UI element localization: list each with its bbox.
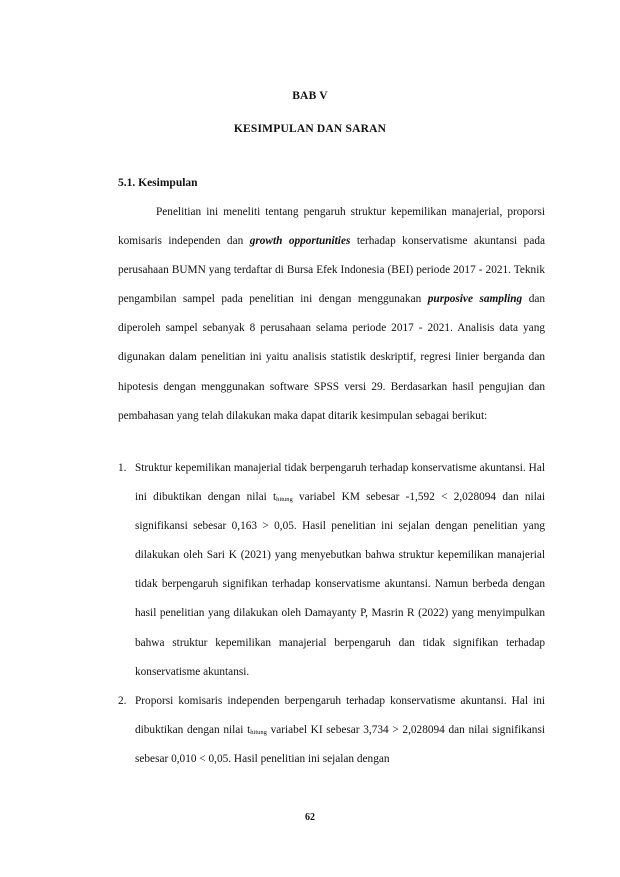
section-heading: 5.1. Kesimpulan — [118, 177, 198, 189]
list-text-b: variabel KI sebesar 3,734 > 2,028094 dan nilai signifikansi sebesar 0,010 < 0,05. Hasil penelitian ini sejalan dengan — [135, 723, 545, 765]
list-text-b: variabel KM sebesar -1,592 < 2,028094 dan nilai signifikansi sebesar 0,163 > 0,05. Hasil penelitian ini sejalan dengan penelitian yang dilakukan oleh Sari K (2021) yang menyebutkan bahwa struktur kepemilikan manajerial tidak berpengaruh signifikan terhadap konservatisme akuntansi. Namun berbeda dengan hasil penelitian yang dilakukan oleh Damayanty P, Masrin R (2022) yang menyimpulkan bahwa struktur kepemilikan manajerial berpengaruh dan tidak signifikan terhadap konservatisme akuntansi. — [135, 491, 545, 678]
list-item — [118, 687, 545, 774]
paragraph-text-2: terhadap konservatisme akuntansi pada perusahaan BUMN yang terdaftar di Bursa Efek Indonesia (BEI) periode 2017 - 2021. Teknik pengambilan sampel pada penelitian ini dengan menggunakan — [118, 235, 545, 306]
list-text-a: Proporsi komisaris independen berpengaruh terhadap konservatisme akuntansi. Hal ini dibuktikan dengan nilai t — [135, 694, 545, 736]
list-number: 1. — [118, 462, 127, 474]
subscript: hitung — [250, 728, 267, 736]
list-number: 2. — [118, 694, 127, 707]
intro-paragraph — [118, 198, 545, 431]
chapter-heading: BAB V — [292, 90, 328, 102]
page-number: 62 — [305, 812, 315, 823]
emphasis-growth-opportunities: growth opportunities — [249, 235, 351, 248]
emphasis-purposive-sampling: purposive sampling — [427, 293, 523, 306]
list-text-a: Struktur kepemilikan manajerial tidak berpengaruh terhadap konservatisme akuntansi. Hal ini dibuktikan dengan nilai t — [135, 462, 545, 504]
paragraph-text-1: Penelitian ini meneliti tentang pengaruh struktur kepemilikan manajerial, proporsi komisaris independen dan — [118, 206, 545, 248]
conclusion-list — [118, 454, 545, 774]
paragraph-text-3: dan diperoleh sampel sebanyak 8 perusahaan selama periode 2017 - 2021. Analisis data yang digunakan dalam penelitian ini yaitu analisis statistik deskriptif, regresi linier berganda dan hipotesis dengan menggunakan software SPSS versi 29. Berdasarkan hasil pengujian dan pembahasan yang telah dilakukan maka dapat ditarik kesimpulan sebagai berikut: — [118, 293, 546, 422]
chapter-title: KESIMPULAN DAN SARAN — [233, 123, 387, 135]
subscript: hitung — [276, 496, 293, 504]
list-item — [118, 454, 545, 687]
